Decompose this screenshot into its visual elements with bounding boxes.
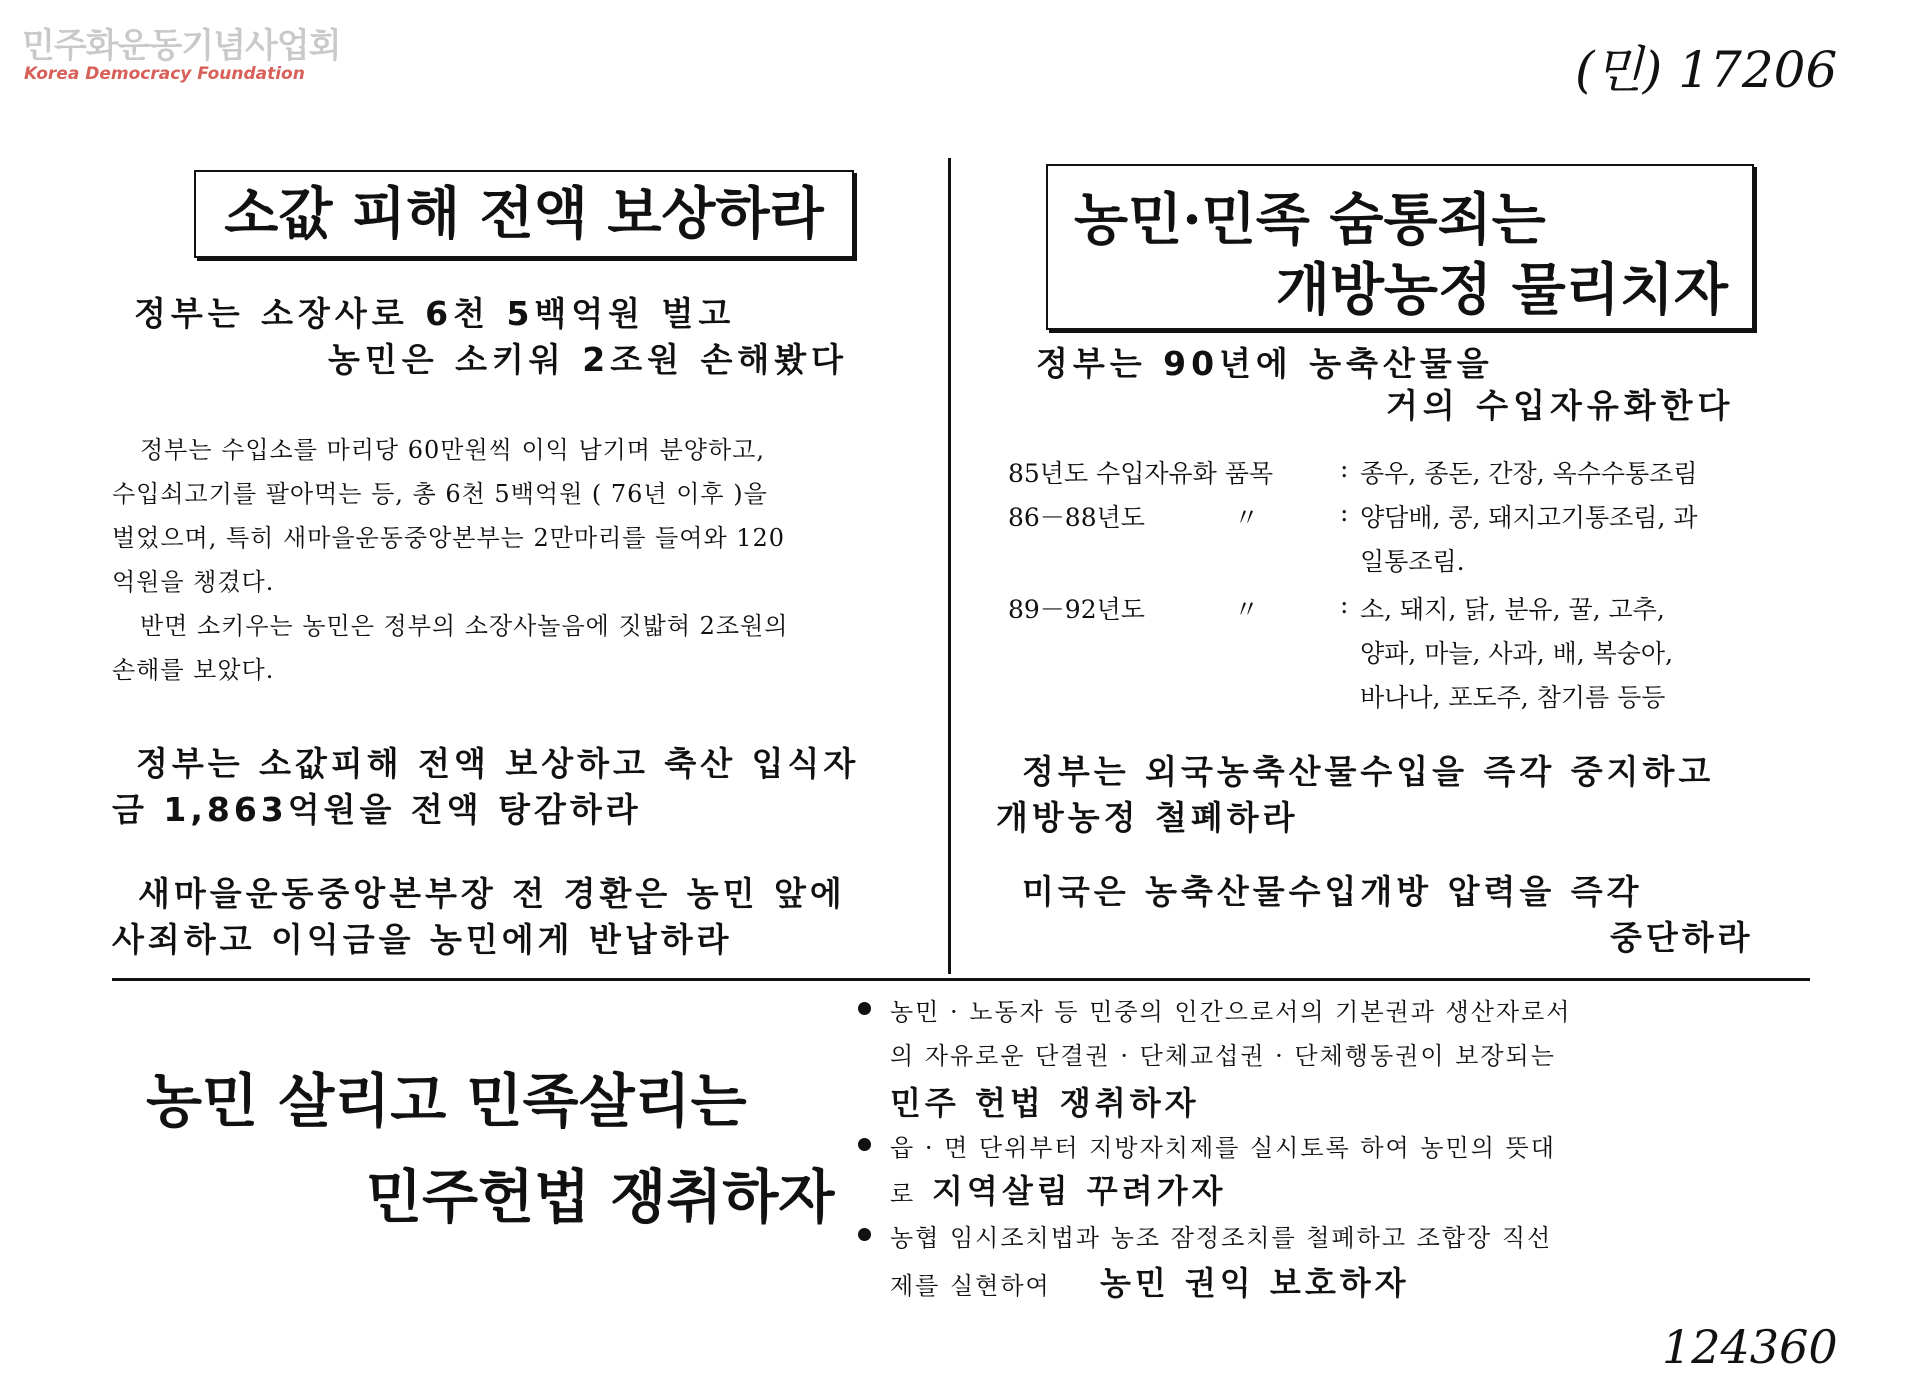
right-demand-2-line-2: 중단하라	[1610, 918, 1754, 957]
left-demand-2-line-2: 사죄하고 이익금을 농민에게 반납하라	[112, 920, 733, 959]
right-subtitle-line-2: 거의 수입자유화한다	[1386, 386, 1735, 425]
table-row-2-items-1: 양담배, 콩, 돼지고기통조림, 과	[1360, 503, 1698, 532]
section-divider	[112, 978, 1810, 981]
table-row-3-ditto: 〃	[1234, 595, 1260, 624]
table-row-2-ditto: 〃	[1234, 503, 1260, 532]
right-title-line-1: 농민·민족 숨통죄는	[1074, 187, 1546, 253]
bullet-dot-3	[858, 1228, 871, 1241]
left-subtitle-line-1: 정부는 소장사로 6천 5백억원 벌고	[134, 294, 736, 333]
left-title-box	[194, 170, 854, 258]
right-title-line-2: 개방농정 물리치자	[1275, 257, 1728, 323]
table-row-1-colon: :	[1340, 454, 1349, 483]
left-subtitle-line-2: 농민은 소키워 2조원 손해봤다	[328, 340, 848, 379]
left-body-line-2: 수입쇠고기를 팔아먹는 등, 총 6천 5백억원 ( 76년 이후 )을	[112, 480, 768, 508]
left-title: 소값 피해 전액 보상하라	[224, 181, 824, 247]
left-body-line-4: 억원을 챙겼다.	[112, 568, 275, 596]
table-row-2-colon: :	[1340, 498, 1349, 527]
table-row-3-items-2: 양파, 마늘, 사과, 배, 복숭아,	[1360, 639, 1674, 668]
right-subtitle-line-1: 정부는 90년에 농축산물을	[1036, 344, 1494, 383]
foundation-logo-english: Korea Democracy Foundation	[24, 64, 305, 84]
bullet-dot-2	[858, 1138, 871, 1151]
table-row-3-items-3: 바나나, 포도주, 참기름 등등	[1360, 683, 1666, 712]
table-row-3-colon: :	[1340, 590, 1349, 619]
right-demand-1-line-1: 정부는 외국농축산물수입을 즉각 중지하고	[1022, 752, 1715, 791]
bullet-2-line-1: 읍 · 면 단위부터 지방자치제를 실시토록 하여 농민의 뜻대	[890, 1134, 1556, 1162]
bullet-2-strong: 지역살림 꾸려가자	[932, 1172, 1227, 1210]
bullet-dot-1	[858, 1002, 871, 1015]
table-row-2-items-2: 일통조림.	[1360, 547, 1465, 576]
bullet-1-line-2: 의 자유로운 단결권 · 단체교섭권 · 단체행동권이 보장되는	[890, 1042, 1556, 1070]
left-body-line-3: 벌었으며, 특히 새마을운동중앙본부는 2만마리를 들여와 120	[112, 524, 786, 552]
foundation-logo-korean: 민주화운동기념사업회	[22, 26, 341, 66]
handwritten-document-number: 124360	[1662, 1320, 1838, 1374]
bullet-2-prefix: 로	[890, 1180, 916, 1208]
handwritten-archive-number: (민) 17206	[1575, 41, 1838, 99]
table-row-3-year: 89－92년도	[1008, 595, 1145, 624]
bullet-1-line-1: 농민 · 노동자 등 민중의 인간으로서의 기본권과 생산자로서	[890, 998, 1572, 1026]
table-row-2-year: 86－88년도	[1008, 503, 1145, 532]
table-row-1-year: 85년도 수입자유화 품목	[1008, 459, 1274, 488]
table-row-3-items-1: 소, 돼지, 닭, 분유, 꿀, 고추,	[1360, 595, 1665, 624]
right-title-box	[1046, 164, 1754, 330]
left-body-line-5: 반면 소키우는 농민은 정부의 소장사놀음에 짓밟혀 2조원의	[140, 612, 789, 640]
bullet-3-prefix: 제를 실현하여	[890, 1272, 1051, 1300]
column-divider	[948, 158, 951, 974]
bottom-slogan-line-1: 농민 살리고 민족살리는	[146, 1067, 747, 1135]
bottom-slogan-line-2: 민주헌법 쟁취하자	[366, 1163, 835, 1231]
left-demand-2-line-1: 새마을운동중앙본부장 전 경환은 농민 앞에	[138, 874, 846, 913]
table-row-1-items-1: 종우, 종돈, 간장, 옥수수통조림	[1360, 459, 1698, 488]
left-body-line-1: 정부는 수입소를 마리당 60만원씩 이익 남기며 분양하고,	[140, 436, 765, 464]
bullet-3-strong: 농민 권익 보호하자	[1100, 1264, 1410, 1302]
left-body-line-6: 손해를 보았다.	[112, 656, 275, 684]
bullet-1-strong: 민주 헌법 쟁취하자	[890, 1084, 1200, 1122]
left-demand-1-line-2: 금 1,863억원을 전액 탕감하라	[112, 790, 642, 829]
right-demand-1-line-2: 개방농정 철폐하라	[996, 798, 1299, 837]
left-demand-1-line-1: 정부는 소값피해 전액 보상하고 축산 입식자	[136, 744, 860, 783]
bullet-3-line-1: 농협 임시조치법과 농조 잠정조치를 철폐하고 조합장 직선	[890, 1224, 1553, 1252]
right-demand-2-line-1: 미국은 농축산물수입개방 압력을 즉각	[1022, 872, 1643, 911]
